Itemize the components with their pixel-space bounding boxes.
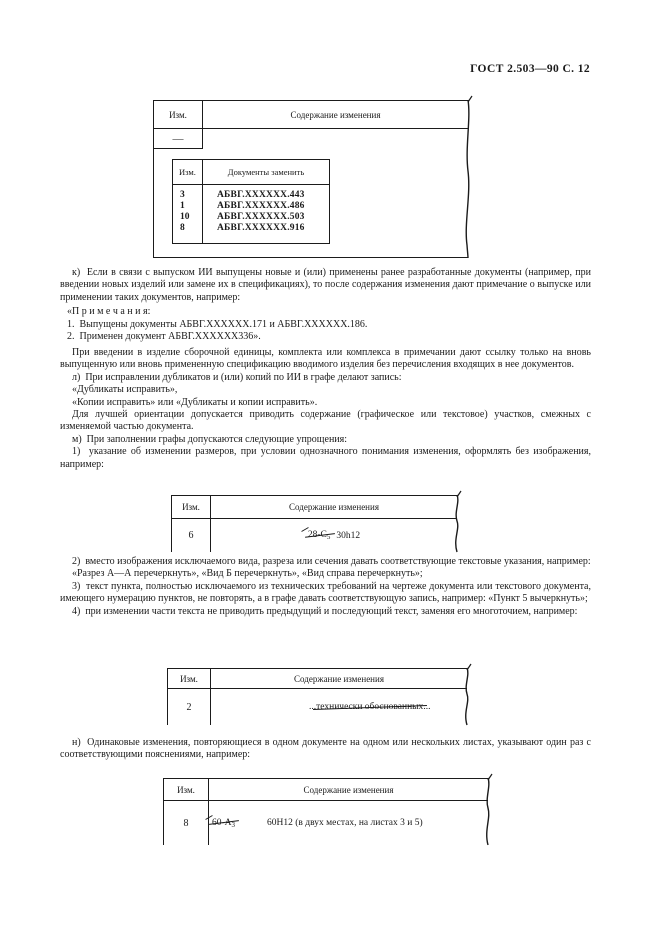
text-block-b [60, 556, 591, 618]
table-row-doc: АБВГ.XXXXXX.916 [217, 223, 305, 233]
struck-subscript: 5 [326, 533, 331, 541]
replace-documents-table [172, 159, 330, 244]
change-table-1 [153, 100, 468, 258]
content-header-cell: Содержание изменения [211, 496, 457, 519]
table-row-doc: АБВГ.XXXXXX.486 [217, 201, 305, 211]
para-note-head: «П р и м е ч а н и я: [67, 306, 151, 318]
struck-dimension [212, 818, 235, 829]
para-note-2: 2. Применен документ АБВГ.XXXXXX336». [67, 331, 261, 343]
para-l: л) При исправлении дубликатов и (или) копий по ИИ в графе делают запись: [72, 371, 402, 383]
para-m2a: «Разрез А—А перечеркнуть», «Вид Б перечеркнуть», «Вид справа перечеркнуть»; [72, 568, 423, 580]
table-row-doc: АБВГ.XXXXXX.503 [217, 212, 305, 222]
new-dimension: 60Н12 (в двух местах, на листах 3 и 5) [267, 818, 423, 828]
inner-izm-header: Изм. [173, 160, 203, 184]
content-value-cell [211, 519, 457, 552]
content-column [211, 496, 457, 552]
torn-edge-icon [450, 495, 464, 552]
struck-subscript: 3 [231, 820, 236, 829]
inner-header-row [173, 160, 329, 185]
izm-header-cell: Изм. [172, 496, 210, 519]
struck-text: 60-А [212, 817, 232, 828]
change-table-3 [167, 668, 467, 725]
content-value-cell [211, 689, 467, 725]
table-row-izm: 1 [180, 201, 185, 211]
content-column [209, 779, 488, 845]
table-row-izm: 10 [180, 212, 190, 222]
para-orientation: Для лучшей ориентации допускается приводить содержание (графическое или текстовое) участков, смежных с изменяемой частью документа. [60, 408, 591, 433]
ellipsis-after: ... [423, 702, 431, 712]
para-m1: 1) указание об изменении размеров, при условии однозначного понимания изменения, оформлять без изображения, например: [60, 446, 591, 470]
torn-edge-icon [461, 100, 475, 258]
change-table-2 [171, 495, 457, 552]
izm-header-cell: Изм. [154, 101, 203, 129]
struck-words [316, 702, 423, 712]
para-duplicates: «Дубликаты исправить», [72, 384, 178, 396]
ellipsis-before: ... [309, 702, 317, 712]
struck-text: технически обоснованных [316, 702, 424, 712]
struck-text: 28-С [307, 530, 327, 540]
text-block-a [60, 267, 591, 471]
izm-header-cell: Изм. [168, 669, 210, 689]
struck-dimension [308, 530, 331, 541]
para-copies: «Копии исправить» или «Дубликаты и копии исправить». [72, 396, 318, 408]
para-m4: 4) при изменении части текста не приводить предыдущий и последующий текст, заменяя его многоточием, например: [72, 605, 578, 617]
inner-docs-header: Документы заменить [227, 167, 305, 177]
content-value-cell [209, 801, 488, 845]
inner-izm-values [173, 185, 203, 243]
para-m2: 2) вместо изображения исключаемого вида, разреза или сечения давать соответствующие текстовые указания, например: [72, 556, 591, 567]
change-table-4 [163, 778, 488, 845]
text-block-c [60, 737, 591, 762]
table-row-doc: АБВГ.XXXXXX.443 [217, 190, 305, 200]
content-column [211, 669, 467, 725]
table-row-izm: 8 [180, 223, 185, 233]
content-header-cell: Содержание изменения [203, 101, 468, 129]
para-m3: 3) текст пункта, полностью исключаемого из технических требований на чертеже документа или текстового документа, имеющего нумерацию пунктов, не повторять, а в графе давать соответствующую запись, например: «Пункт 5 вычеркнуть»; [60, 580, 591, 605]
para-k: к) Если в связи с выпуском ИИ выпущены новые и (или) применены ранее разработанные документы (например, при введении новых изделий или замене их в спецификациях), то после содержания изменения дают примечание о выпуске или применении таких документов, например: [60, 267, 591, 303]
izm-dash-cell: — [154, 129, 203, 149]
content-header-cell: Содержание изменения [211, 669, 467, 689]
content-header-cell: Содержание изменения [209, 779, 488, 801]
izm-column [172, 496, 211, 552]
torn-edge-icon [481, 778, 495, 845]
para-m: м) При заполнении графы допускаются следующие упрощения: [72, 433, 348, 445]
new-dimension: 30h12 [336, 530, 361, 541]
izm-column [168, 669, 211, 725]
para-n: н) Одинаковые изменения, повторяющиеся в одном документе на одном или нескольких листах, указывают один раз с соответствующими пояснениями, например: [60, 737, 591, 761]
izm-value-cell: 2 [186, 701, 192, 713]
para-assembly: При введении в изделие сборочной единицы, комплекта или комплекса в примечании дают ссылку только на вновь выпущенную или вновь примененную спецификацию вводимого изделия без перечисления входящих в нее документов. [60, 346, 591, 371]
para-note-1: 1. Выпущены документы АБВГ.XXXXXX.171 и АБВГ.XXXXXX.186. [67, 318, 368, 330]
izm-value-cell: 6 [188, 530, 194, 541]
page-title: ГОСТ 2.503—90 С. 12 [470, 63, 590, 75]
izm-header-cell: Изм. [164, 779, 208, 801]
inner-doc-values [203, 185, 329, 243]
torn-edge-icon [460, 668, 474, 725]
izm-value-cell: 8 [183, 817, 189, 829]
table-row-izm: 3 [180, 190, 185, 200]
inner-body [173, 185, 329, 243]
izm-column [164, 779, 209, 845]
